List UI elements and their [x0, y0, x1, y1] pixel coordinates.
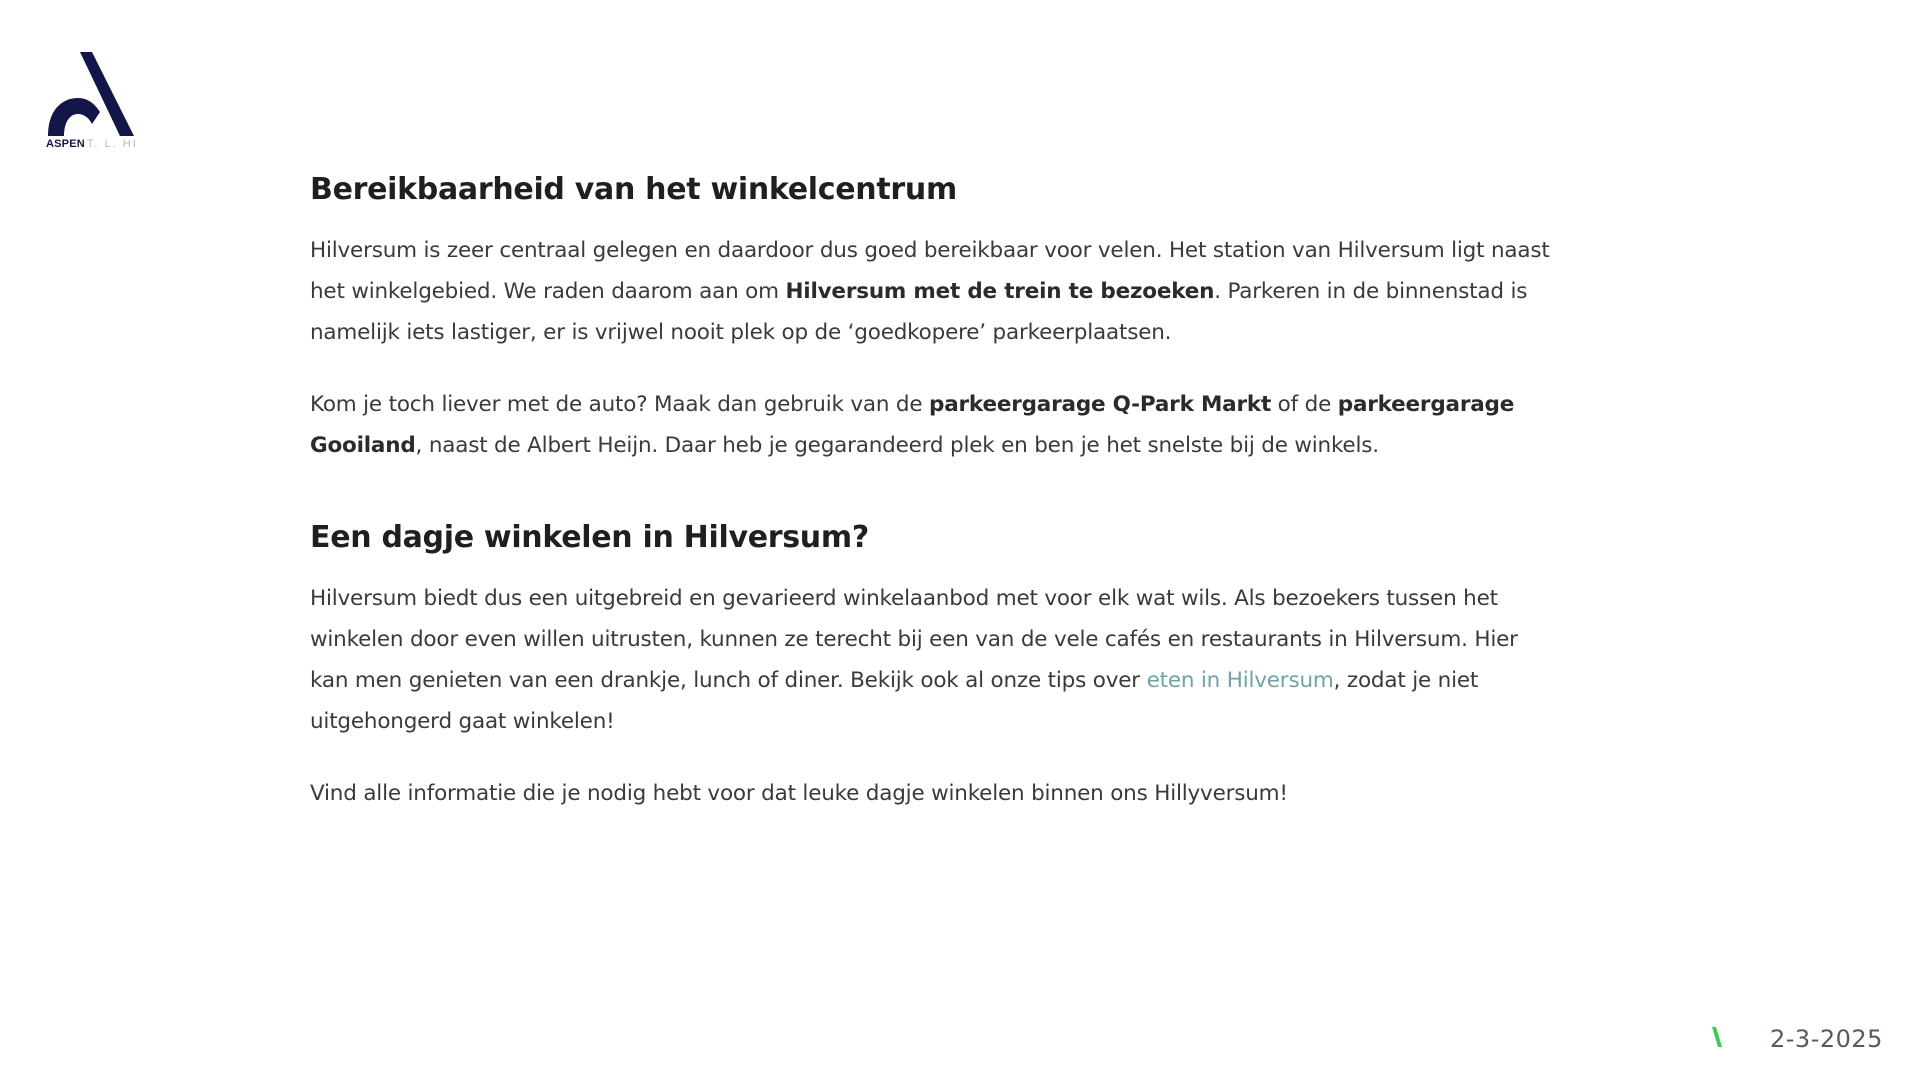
text-segment: Hilversum biedt dus een uitgebreid en gevarieerd winkelaanbod met voor elk wat wils. Als bezoekers tussen het winkelen door even willen uitrusten, kunnen ze terecht bij een van de vele cafés en restaurants in Hilversum. Hier kan men genieten van een drankje, lunch of diner. Bekijk ook al onze tips over: [310, 586, 1518, 693]
aspen-logo-icon: [44, 52, 144, 142]
text-segment: , zodat je niet uitgehongerd gaat winkelen!: [310, 668, 1479, 734]
paragraph-bereikbaarheid-2: [310, 384, 1560, 466]
text-segment: of de: [1271, 392, 1338, 417]
text-segment: Kom je toch liever met de auto? Maak dan gebruik van de: [310, 392, 930, 417]
text-segment: . Parkeren in de binnenstad is namelijk iets lastiger, er is vrijwel nooit plek op de ‘goedkopere’ parkeerplaatsen.: [310, 279, 1528, 345]
paragraph-bereikbaarheid-1: [310, 230, 1560, 353]
article-content: [310, 168, 1560, 814]
paragraph-dagje-winkelen-2: Vind alle informatie die je nodig hebt voor dat leuke dagje winkelen binnen ons Hillyversum!: [310, 781, 1288, 806]
green-slash-icon: [1711, 1026, 1723, 1048]
logo-suffix: T. L. HI: [86, 138, 138, 150]
bold-gooiland: parkeergarage Gooiland: [310, 392, 1515, 458]
text-segment: Hilversum is zeer centraal gelegen en daardoor dus goed bereikbaar voor velen. Het station van Hilversum ligt naast het winkelgebied. We raden daarom aan om: [310, 238, 1550, 304]
bold-qpark-markt: parkeergarage Q-Park Markt: [929, 392, 1272, 417]
heading-dagje-winkelen: Een dagje winkelen in Hilversum?: [310, 520, 869, 555]
link-eten-in-hilversum[interactable]: eten in Hilversum: [1146, 668, 1334, 693]
logo-wordmark: [46, 138, 138, 150]
bold-train-advice: Hilversum met de trein te bezoeken: [785, 279, 1215, 304]
logo-brand: ASPEN: [46, 138, 85, 150]
footer-date: 2-3-2025: [1770, 1025, 1883, 1053]
text-segment: , naast de Albert Heijn. Daar heb je gegarandeerd plek en ben je het snelste bij de winkels.: [415, 433, 1379, 458]
paragraph-dagje-winkelen-1: [310, 578, 1560, 742]
heading-bereikbaarheid: Bereikbaarheid van het winkelcentrum: [310, 172, 957, 207]
aspen-logo: [44, 52, 144, 152]
